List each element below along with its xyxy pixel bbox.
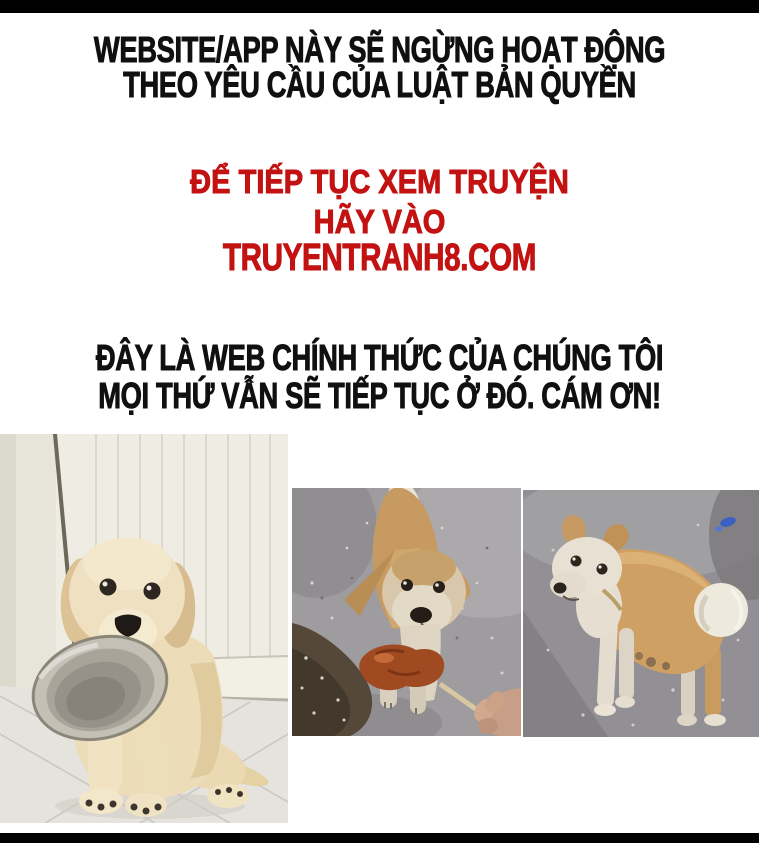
redirect-line-1: ĐỂ TIẾP TỤC XEM TRUYỆN bbox=[190, 163, 569, 200]
redirect-line-2: HÃY VÀO bbox=[313, 203, 446, 240]
redirect-site-url: TRUYENTRANH8.COM bbox=[222, 237, 537, 279]
headline-line-2: THEO YÊU CẦU CỦA LUẬT BẢN QUYỀN bbox=[123, 64, 636, 105]
dog-standing-street-photo bbox=[523, 490, 759, 737]
dog-begging-illustration bbox=[292, 488, 521, 736]
dog-standing-illustration bbox=[523, 490, 759, 737]
top-black-bar bbox=[0, 0, 759, 13]
dog-begging-sausage-photo bbox=[292, 488, 521, 736]
puppy-with-bowl-photo bbox=[0, 434, 288, 823]
footer-line-2: MỌI THỨ VẪN SẼ TIẾP TỤC Ở ĐÓ. CÁM ƠN! bbox=[98, 375, 661, 416]
headline-line-1: WEBSITE/APP NÀY SẼ NGỪNG HOẠT ĐỘNG bbox=[93, 29, 666, 70]
puppy-with-bowl-illustration bbox=[0, 434, 288, 823]
bottom-black-bar bbox=[0, 833, 759, 843]
footer-line-1: ĐÂY LÀ WEB CHÍNH THỨC CỦA CHÚNG TÔI bbox=[95, 337, 664, 378]
